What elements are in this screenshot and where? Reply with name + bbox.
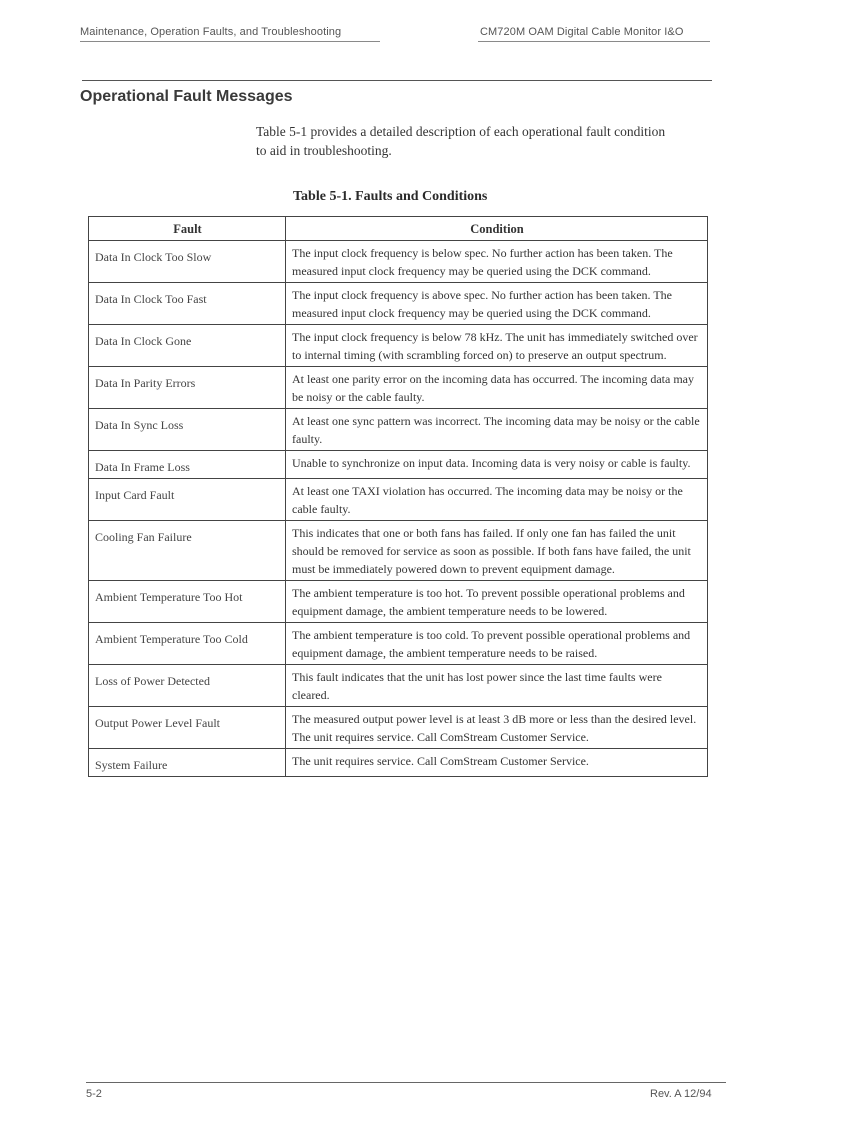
fault-cell: Data In Frame Loss [89, 451, 286, 479]
condition-cell: The input clock frequency is below spec. No further action has been taken. The measured input clock frequency may be queried using the DCK command. [286, 241, 708, 283]
table-row [89, 707, 708, 749]
table-row [89, 283, 708, 325]
table-title: Table 5-1. Faults and Conditions [293, 189, 488, 204]
fault-cell: Output Power Level Fault [89, 707, 286, 749]
condition-cell: The input clock frequency is below 78 kHz. The unit has immediately switched over to internal timing (with scrambling forced on) to preserve an output spectrum. [286, 325, 708, 367]
table-row [89, 325, 708, 367]
running-header-left: Maintenance, Operation Faults, and Troubleshooting [80, 26, 342, 38]
header-rule-right [478, 41, 710, 42]
table-row [89, 521, 708, 581]
condition-cell: This indicates that one or both fans has failed. If only one fan has failed the unit should be removed for service as soon as possible. If both fans have failed, the unit must be immediately powered down to prevent equipment damage. [286, 521, 708, 581]
condition-cell: The measured output power level is at least 3 dB more or less than the desired level. The unit requires service. Call ComStream Customer Service. [286, 707, 708, 749]
fault-cell: Loss of Power Detected [89, 665, 286, 707]
footer-rule [86, 1082, 726, 1083]
fault-cell: System Failure [89, 749, 286, 777]
condition-cell: The ambient temperature is too hot. To prevent possible operational problems and equipment damage, the ambient temperature needs to be lowered. [286, 581, 708, 623]
condition-cell: Unable to synchronize on input data. Incoming data is very noisy or cable is faulty. [286, 451, 708, 479]
section-heading: Operational Fault Messages [80, 88, 293, 105]
fault-cell: Input Card Fault [89, 479, 286, 521]
table-row [89, 623, 708, 665]
condition-cell: The unit requires service. Call ComStream Customer Service. [286, 749, 708, 777]
fault-cell: Data In Clock Gone [89, 325, 286, 367]
running-header-right: CM720M OAM Digital Cable Monitor I&O [480, 26, 684, 38]
table-header-row [89, 217, 708, 241]
header-rule-left [80, 41, 380, 42]
condition-cell: The input clock frequency is above spec. No further action has been taken. The measured input clock frequency may be queried using the DCK command. [286, 283, 708, 325]
page-number: 5-2 [86, 1088, 102, 1100]
fault-cell: Ambient Temperature Too Hot [89, 581, 286, 623]
fault-cell: Ambient Temperature Too Cold [89, 623, 286, 665]
faults-table [88, 216, 708, 777]
table-row [89, 665, 708, 707]
table-row [89, 581, 708, 623]
table-row [89, 367, 708, 409]
column-header-condition: Condition [286, 217, 708, 241]
revision-label: Rev. A 12/94 [650, 1088, 712, 1100]
fault-cell: Data In Parity Errors [89, 367, 286, 409]
intro-paragraph: Table 5-1 provides a detailed description of each operational fault condition to aid in troubleshooting. [256, 124, 666, 158]
table-row [89, 241, 708, 283]
table-row [89, 749, 708, 777]
table-row [89, 479, 708, 521]
fault-cell: Data In Clock Too Fast [89, 283, 286, 325]
fault-cell: Data In Clock Too Slow [89, 241, 286, 283]
condition-cell: At least one parity error on the incoming data has occurred. The incoming data may be noisy or the cable faulty. [286, 367, 708, 409]
condition-cell: The ambient temperature is too cold. To prevent possible operational problems and equipment damage, the ambient temperature needs to be raised. [286, 623, 708, 665]
section-rule [82, 80, 712, 81]
condition-cell: At least one sync pattern was incorrect. The incoming data may be noisy or the cable faulty. [286, 409, 708, 451]
fault-cell: Data In Sync Loss [89, 409, 286, 451]
column-header-fault: Fault [89, 217, 286, 241]
table-row [89, 451, 708, 479]
condition-cell: At least one TAXI violation has occurred. The incoming data may be noisy or the cable faulty. [286, 479, 708, 521]
condition-cell: This fault indicates that the unit has lost power since the last time faults were cleared. [286, 665, 708, 707]
fault-cell: Cooling Fan Failure [89, 521, 286, 581]
table-row [89, 409, 708, 451]
